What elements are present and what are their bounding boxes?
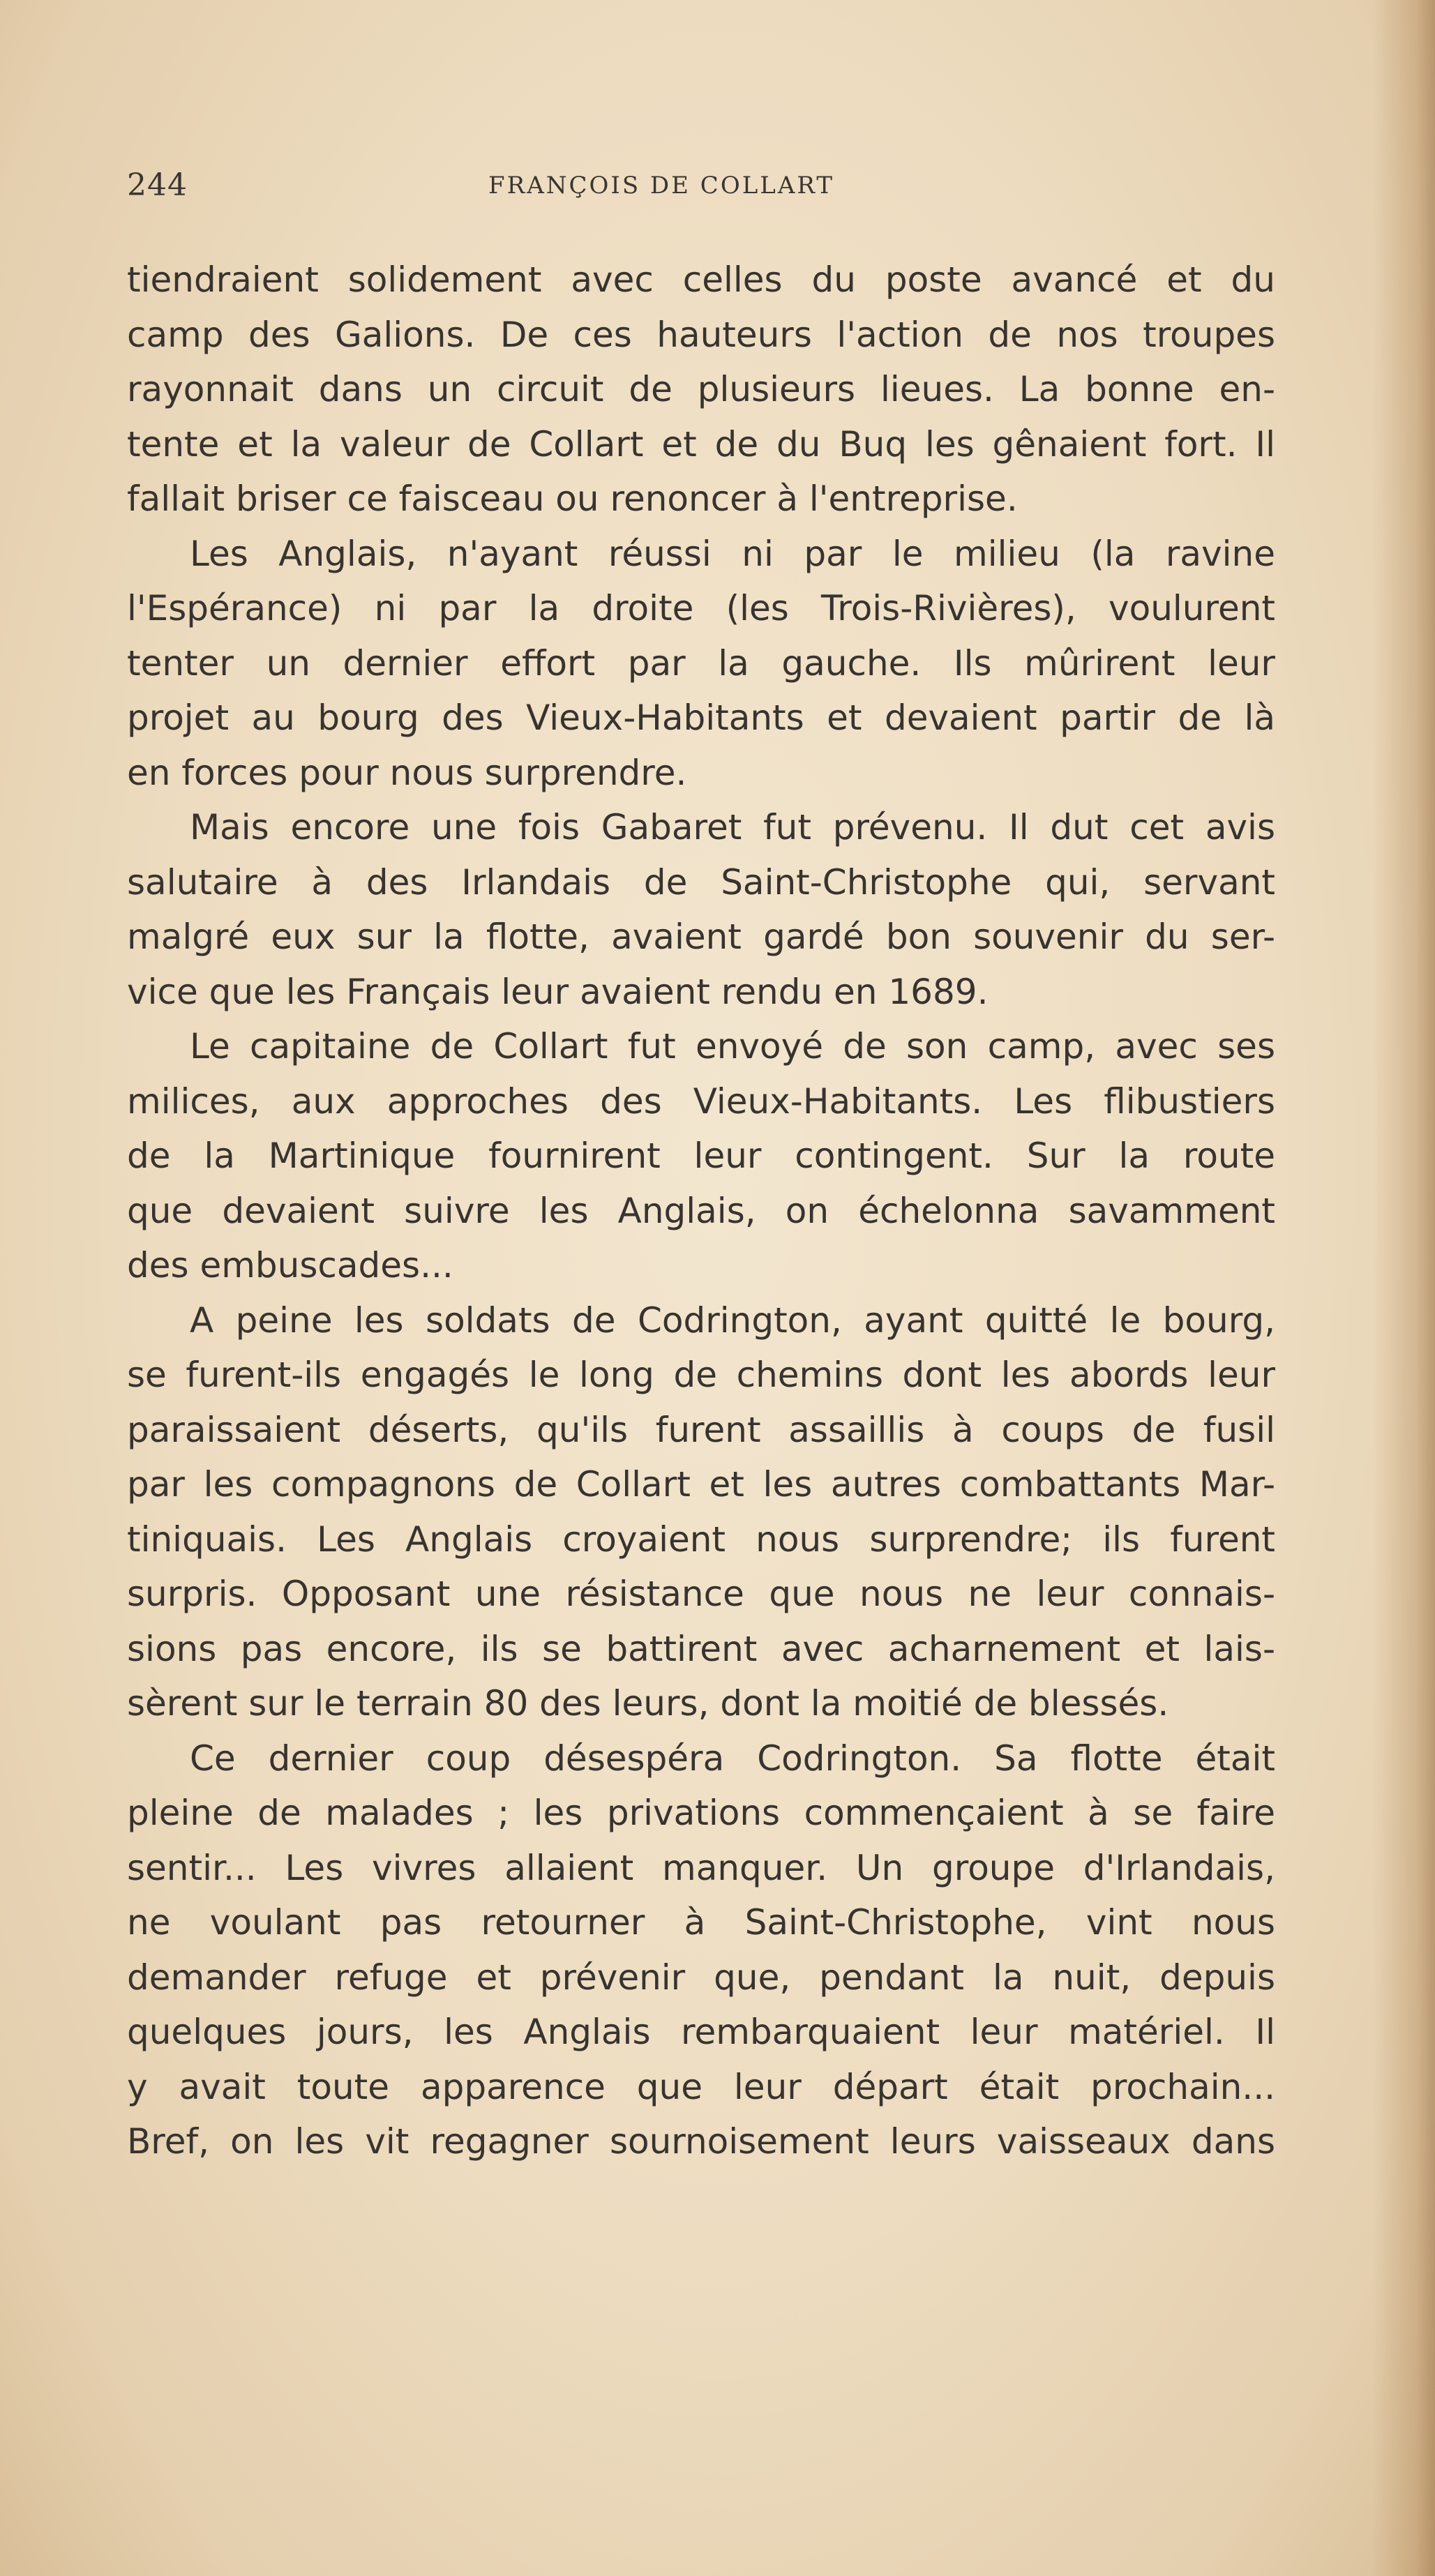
text-line: l'Espérance) ni par la droite (les Trois-Rivières), voulurent [127,588,1275,628]
text-line: tiendraient solidement avec celles du poste avancé et du [127,259,1275,300]
text-line: Mais encore une fois Gabaret fut prévenu. Il dut cet avis [190,807,1275,848]
text-line: de la Martinique fournirent leur contingent. Sur la route [127,1136,1275,1176]
text-line: en forces pour nous surprendre. [127,752,687,793]
text-line: A peine les soldats de Codrington, ayant quitté le bourg, [190,1300,1275,1341]
text-line: Les Anglais, n'ayant réussi ni par le milieu (la ravine [190,533,1275,574]
text-line: quelques jours, les Anglais rembarquaient leur matériel. Il [127,2012,1275,2052]
text-line: malgré eux sur la flotte, avaient gardé bon souvenir du ser- [127,917,1275,957]
text-line: tente et la valeur de Collart et de du Buq les gênaient fort. Il [127,423,1275,465]
page-number: 244 [127,167,188,203]
text-line: milices, aux approches des Vieux-Habitants. Les flibustiers [127,1080,1275,1122]
text-line: sèrent sur le terrain 80 des leurs, dont la moitié de blessés. [127,1683,1169,1724]
text-line: par les compagnons de Collart et les autres combattants Mar- [127,1464,1275,1505]
text-line: vice que les Français leur avaient rendu en 1689. [127,971,989,1012]
text-line: y avait toute apparence que leur départ était prochain... [127,2066,1275,2107]
page-edge-shadow [1372,0,1435,2576]
text-line: que devaient suivre les Anglais, on échelonna savamment [127,1190,1275,1231]
text-line: tiniquais. Les Anglais croyaient nous surprendre; ils furent [127,1519,1275,1560]
text-line: ne voulant pas retourner à Saint-Christophe, vint nous [127,1902,1275,1943]
body-text [127,253,1275,2169]
text-line: camp des Galions. De ces hauteurs l'action de nos troupes [127,314,1275,355]
text-line: salutaire à des Irlandais de Saint-Christophe qui, servant [127,861,1275,903]
text-line: projet au bourg des Vieux-Habitants et devaient partir de là [127,698,1275,738]
text-line: sions pas encore, ils se battirent avec acharnement et lais- [127,1628,1275,1669]
running-header [127,167,1243,209]
text-line: se furent-ils engagés le long de chemins dont les abords leur [127,1355,1275,1395]
text-line: paraissaient déserts, qu'ils furent assaillis à coups de fusil [127,1409,1275,1450]
text-line: demander refuge et prévenir que, pendant la nuit, depuis [127,1957,1275,1998]
text-line: Bref, on les vit regagner sournoisement leurs vaisseaux dans [127,2121,1275,2162]
text-line: Le capitaine de Collart fut envoyé de son camp, avec ses [190,1026,1275,1067]
text-line: des embuscades... [127,1245,453,1286]
text-line: rayonnait dans un circuit de plusieurs lieues. La bonne en- [127,369,1275,409]
text-line: sentir... Les vivres allaient manquer. Un groupe d'Irlandais, [127,1847,1275,1888]
text-line: pleine de malades ; les privations commençaient à se faire [127,1793,1275,1833]
text-line: surpris. Opposant une résistance que nous ne leur connais- [127,1574,1275,1614]
text-line: fallait briser ce faisceau ou renoncer à l'entreprise. [127,479,1018,519]
running-title: FRANÇOIS DE COLLART [488,172,835,199]
text-line: Ce dernier coup désespéra Codrington. Sa flotte était [190,1738,1275,1779]
text-line: tenter un dernier effort par la gauche. Ils mûrirent leur [127,642,1275,684]
